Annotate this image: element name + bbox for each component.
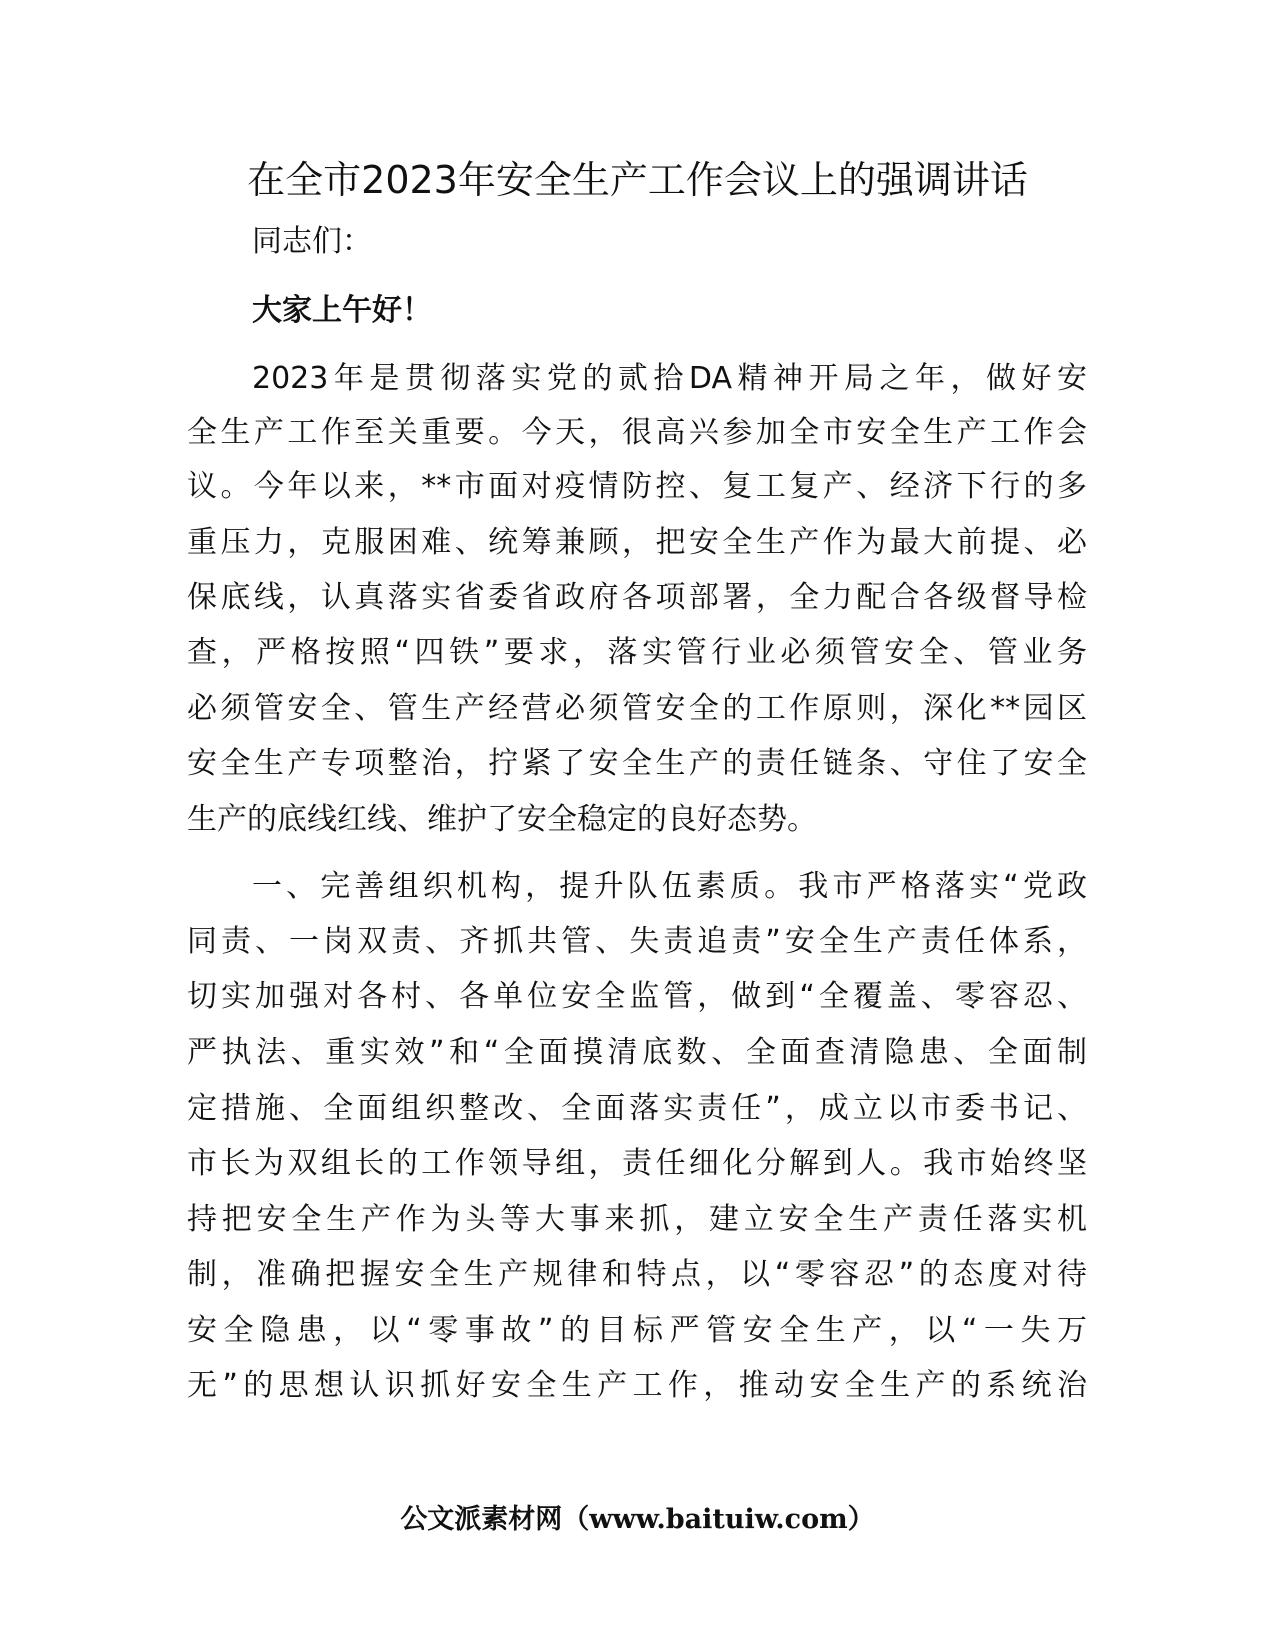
paragraph1-line: 议。今年以来，**市面对疫情防控、复工复产、经济下行的多 bbox=[187, 469, 1087, 504]
greeting: 大家上午好！ bbox=[252, 293, 432, 328]
footer-watermark: 公文派素材网（www.baituiw.com） bbox=[400, 1504, 875, 1535]
paragraph1-line: 必须管安全、管生产经营必须管安全的工作原则，深化**园区 bbox=[187, 691, 1087, 726]
salutation: 同志们： bbox=[252, 224, 372, 259]
paragraph2-line: 制，准确把握安全生产规律和特点，以“零容忍”的态度对待 bbox=[187, 1257, 1087, 1292]
paragraph1-line: 2023年是贯彻落实党的贰拾DA精神开局之年，做好安 bbox=[252, 361, 1087, 396]
paragraph2-line: 同责、一岗双责、齐抓共管、失责追责”安全生产责任体系， bbox=[187, 924, 1087, 959]
paragraph2-line: 定措施、全面组织整改、全面落实责任”，成立以市委书记、 bbox=[187, 1091, 1087, 1126]
paragraph2-line: 持把安全生产作为头等大事来抓，建立安全生产责任落实机 bbox=[187, 1202, 1087, 1237]
paragraph1-line: 全生产工作至关重要。今天，很高兴参加全市安全生产工作会 bbox=[187, 415, 1087, 450]
paragraph2-line: 严执法、重实效”和“全面摸清底数、全面查清隐患、全面制 bbox=[187, 1035, 1087, 1070]
document-title: 在全市2023年安全生产工作会议上的强调讲话 bbox=[247, 158, 1028, 202]
paragraph1-line: 生产的底线红线、维护了安全稳定的良好态势。 bbox=[187, 802, 817, 837]
paragraph1-line: 重压力，克服困难、统筹兼顾，把安全生产作为最大前提、必 bbox=[187, 525, 1087, 560]
paragraph2-line: 切实加强对各村、各单位安全监管，做到“全覆盖、零容忍、 bbox=[187, 979, 1087, 1014]
paragraph1-line: 安全生产专项整治，拧紧了安全生产的责任链条、守住了安全 bbox=[187, 746, 1087, 781]
paragraph1-line: 查，严格按照“四铁”要求，落实管行业必须管安全、管业务 bbox=[187, 635, 1087, 670]
paragraph1-line: 保底线，认真落实省委省政府各项部署，全力配合各级督导检 bbox=[187, 580, 1087, 615]
paragraph2-line: 市长为双组长的工作领导组，责任细化分解到人。我市始终坚 bbox=[187, 1146, 1087, 1181]
paragraph2-line: 安全隐患，以“零事故”的目标严管安全生产，以“一失万 bbox=[187, 1313, 1087, 1348]
paragraph2-line: 一、完善组织机构，提升队伍素质。我市严格落实“党政 bbox=[252, 869, 1087, 904]
paragraph2-line: 无”的思想认识抓好安全生产工作，推动安全生产的系统治 bbox=[187, 1368, 1087, 1403]
